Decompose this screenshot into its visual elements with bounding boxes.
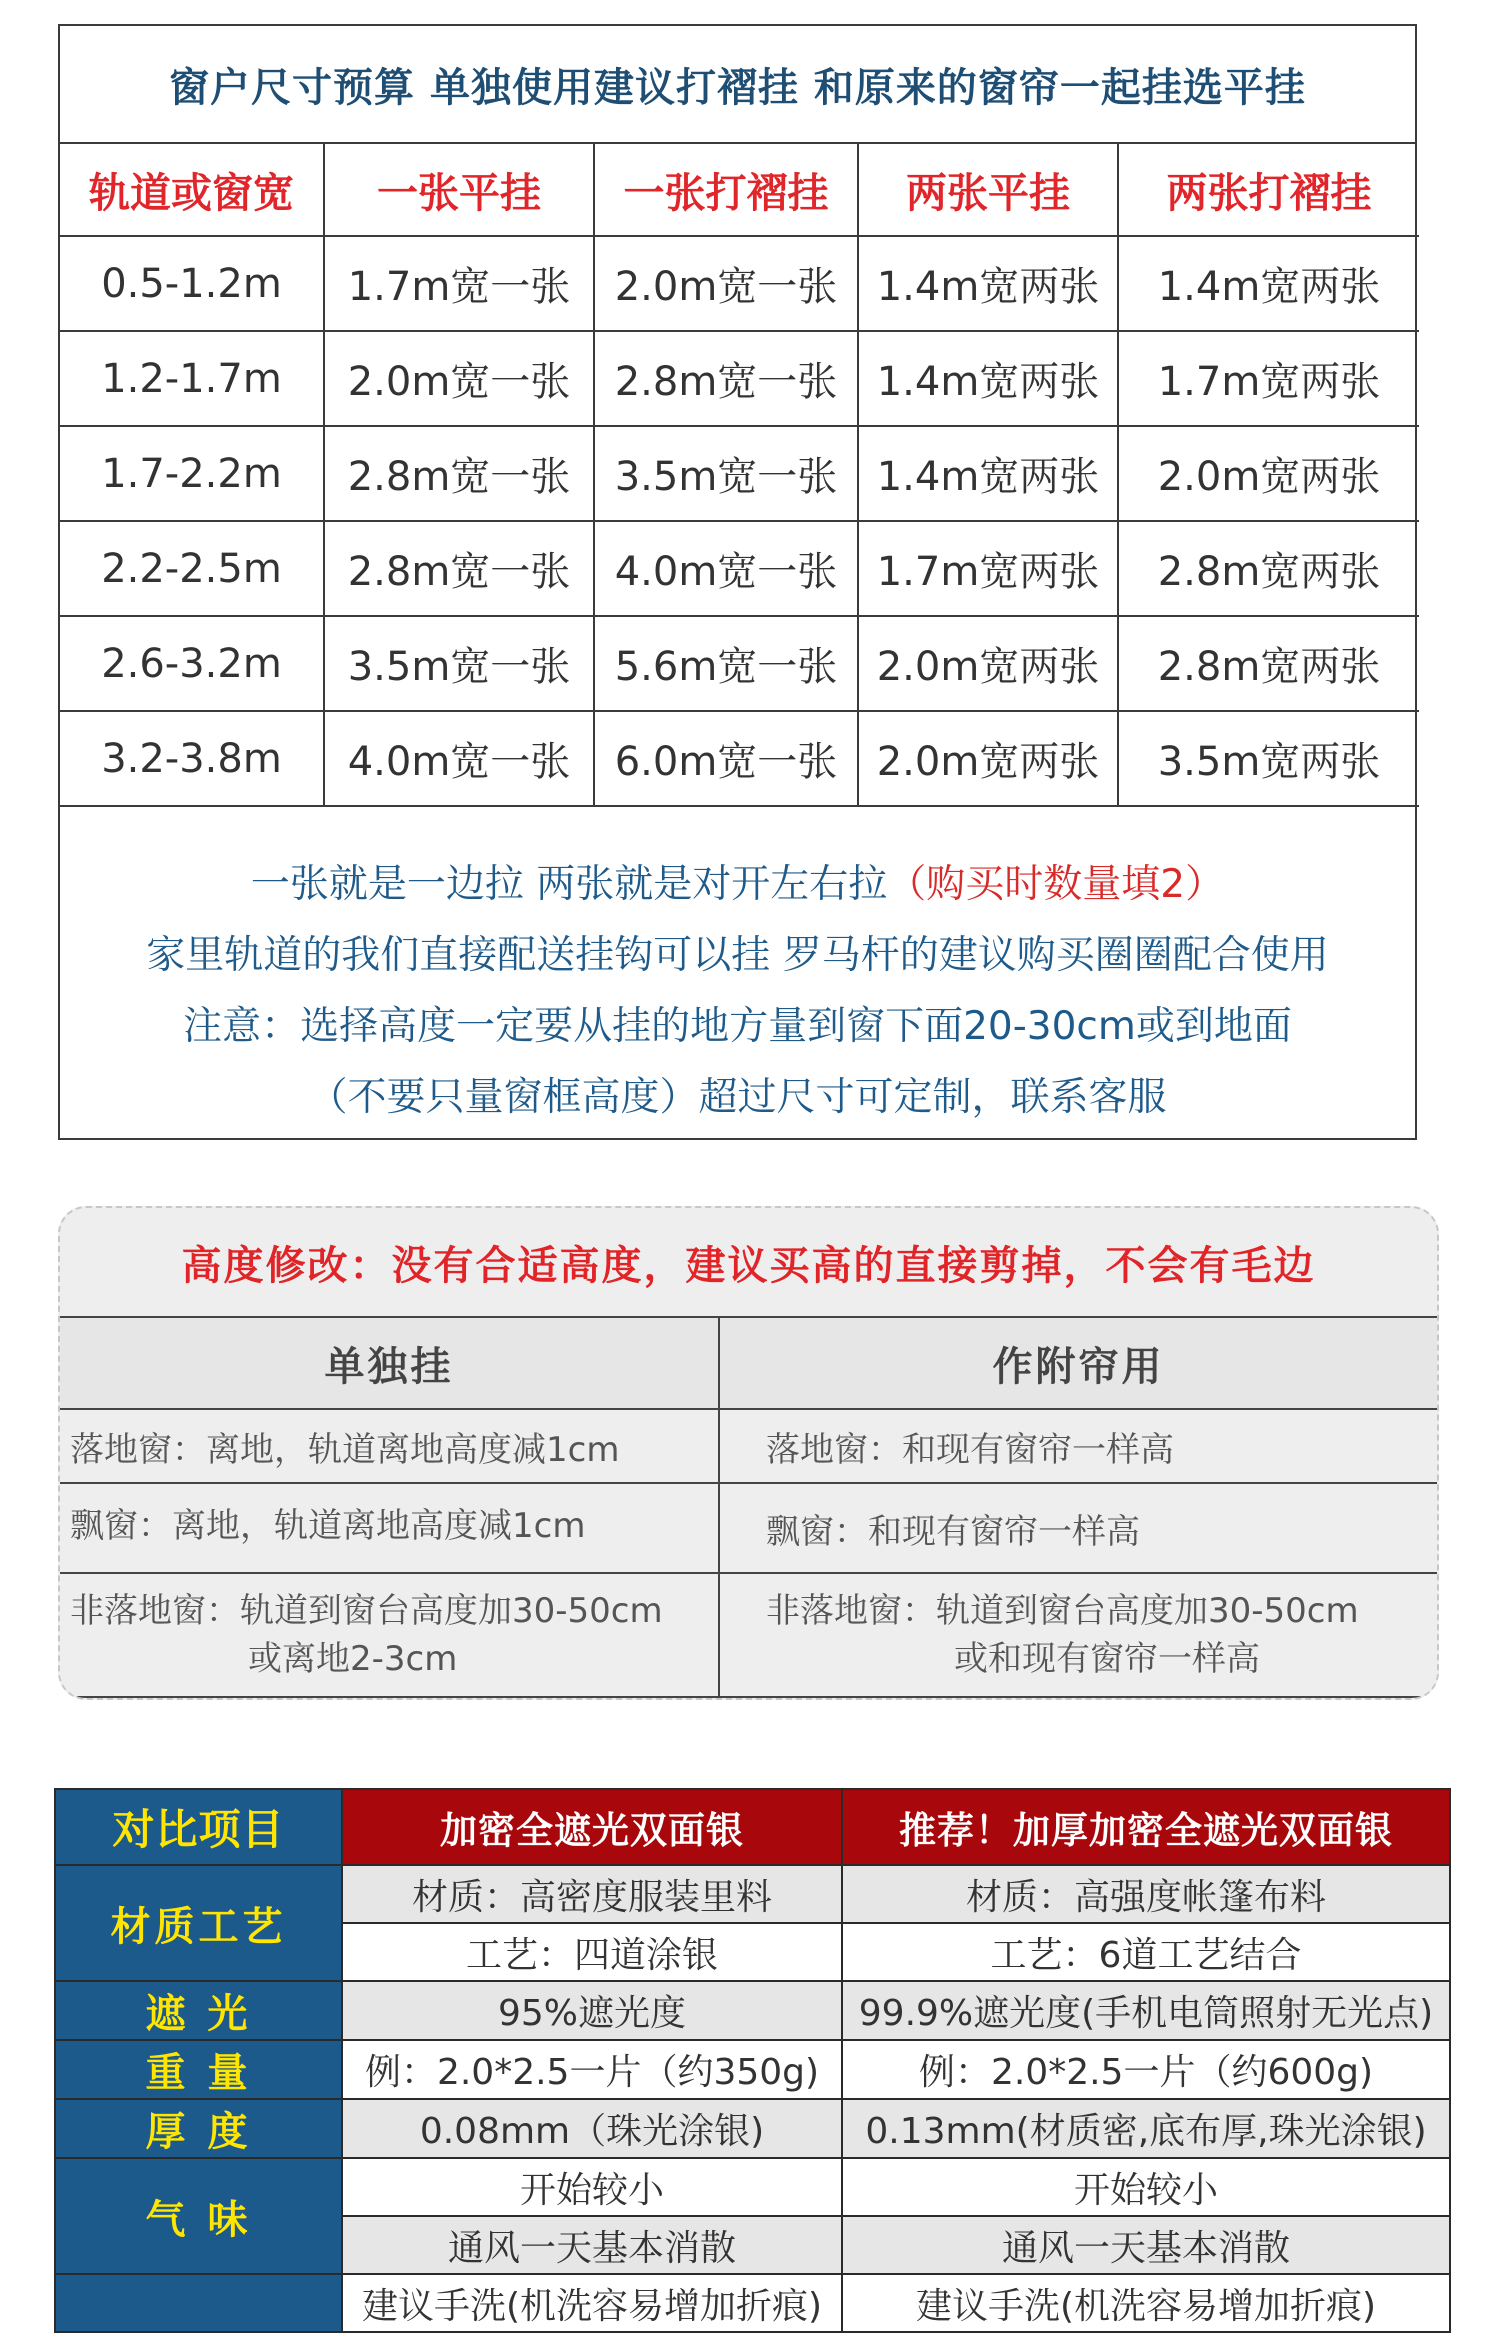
cell: 1.4m宽两张 bbox=[858, 426, 1118, 521]
row-label-wash bbox=[55, 2274, 342, 2332]
cell: 4.0m宽一张 bbox=[324, 711, 594, 806]
cell: 2.0m宽一张 bbox=[594, 236, 858, 331]
header-compare-item: 对比项目 bbox=[55, 1789, 342, 1865]
cell: 2.6-3.2m bbox=[60, 616, 324, 711]
compare-header-row bbox=[55, 1789, 1450, 1865]
table-row bbox=[60, 331, 1419, 426]
size-table bbox=[60, 144, 1419, 807]
size-table-section bbox=[58, 24, 1417, 1140]
cell: 2.8m宽两张 bbox=[1118, 521, 1419, 616]
cell: 2.8m宽一张 bbox=[594, 331, 858, 426]
cell-line: 非落地窗：轨道到窗台高度加30-50cm bbox=[70, 1591, 663, 1631]
cell: 建议手洗(机洗容易增加折痕) bbox=[342, 2274, 842, 2332]
cell: 1.7-2.2m bbox=[60, 426, 324, 521]
note-line-1-main: 一张就是一边拉 两张就是对开左右拉 bbox=[250, 862, 888, 907]
header-one-pleat: 一张打褶挂 bbox=[594, 144, 858, 236]
note-line-1 bbox=[60, 849, 1415, 920]
cell: 建议手洗(机洗容易增加折痕) bbox=[842, 2274, 1450, 2332]
cell: 1.7m宽一张 bbox=[324, 236, 594, 331]
cell: 2.8m宽两张 bbox=[1118, 616, 1419, 711]
cell: 2.8m宽一张 bbox=[324, 426, 594, 521]
cell: 开始较小 bbox=[342, 2158, 842, 2216]
cell: 1.4m宽两张 bbox=[1118, 236, 1419, 331]
cell: 飘窗：和现有窗帘一样高 bbox=[719, 1483, 1437, 1573]
table-row bbox=[60, 1409, 1437, 1483]
cell: 1.4m宽两张 bbox=[858, 236, 1118, 331]
row-label-smell: 气 味 bbox=[55, 2158, 342, 2274]
cell: 0.13mm(材质密,底布厚,珠光涂银) bbox=[842, 2099, 1450, 2158]
cell: 2.0m宽一张 bbox=[324, 331, 594, 426]
row-label-weight: 重 量 bbox=[55, 2040, 342, 2099]
cell: 1.4m宽两张 bbox=[858, 331, 1118, 426]
cell: 2.0m宽两张 bbox=[1118, 426, 1419, 521]
note-line-1-red: （购买时数量填2） bbox=[887, 862, 1225, 907]
cell: 通风一天基本消散 bbox=[842, 2216, 1450, 2274]
cell: 2.8m宽一张 bbox=[324, 521, 594, 616]
height-section-title: 高度修改：没有合适高度，建议买高的直接剪掉，不会有毛边 bbox=[181, 1242, 1316, 1289]
cell: 6.0m宽一张 bbox=[594, 711, 858, 806]
cell: 3.5m宽一张 bbox=[594, 426, 858, 521]
cell: 1.7m宽两张 bbox=[858, 521, 1118, 616]
table-row bbox=[60, 711, 1419, 806]
cell: 材质：高强度帐篷布料 bbox=[842, 1865, 1450, 1923]
table-row bbox=[55, 2040, 1450, 2099]
compare-table bbox=[54, 1788, 1451, 2333]
size-table-header-row bbox=[60, 144, 1419, 236]
header-two-flat: 两张平挂 bbox=[858, 144, 1118, 236]
table-row bbox=[55, 2274, 1450, 2332]
cell: 开始较小 bbox=[842, 2158, 1450, 2216]
cell: 飘窗：离地，轨道离地高度减1cm bbox=[60, 1483, 719, 1573]
table-row bbox=[55, 2099, 1450, 2158]
height-table bbox=[60, 1316, 1437, 1698]
note-line-4: （不要只量窗框高度）超过尺寸可定制，联系客服 bbox=[308, 1075, 1167, 1120]
table-row bbox=[60, 1573, 1437, 1697]
cell: 1.2-1.7m bbox=[60, 331, 324, 426]
header-product-a: 加密全遮光双面银 bbox=[342, 1789, 842, 1865]
cell: 99.9%遮光度(手机电筒照射无光点) bbox=[842, 1981, 1450, 2040]
table-row bbox=[55, 1865, 1450, 1923]
cell: 4.0m宽一张 bbox=[594, 521, 858, 616]
cell: 5.6m宽一张 bbox=[594, 616, 858, 711]
cell: 3.5m宽两张 bbox=[1118, 711, 1419, 806]
height-table-header-row bbox=[60, 1317, 1437, 1409]
cell: 通风一天基本消散 bbox=[342, 2216, 842, 2274]
cell: 1.7m宽两张 bbox=[1118, 331, 1419, 426]
cell-line: 或和现有窗帘一样高 bbox=[954, 1639, 1260, 1679]
header-two-pleat: 两张打褶挂 bbox=[1118, 144, 1419, 236]
cell bbox=[719, 1573, 1437, 1697]
table-row bbox=[60, 616, 1419, 711]
cell: 例：2.0*2.5一片（约600g) bbox=[842, 2040, 1450, 2099]
size-notes bbox=[60, 807, 1415, 1133]
table-row bbox=[60, 1483, 1437, 1573]
table-row bbox=[55, 2158, 1450, 2216]
table-row bbox=[60, 426, 1419, 521]
cell: 工艺：四道涂银 bbox=[342, 1923, 842, 1981]
cell: 工艺：6道工艺结合 bbox=[842, 1923, 1450, 1981]
table-row bbox=[55, 1981, 1450, 2040]
table-row bbox=[60, 236, 1419, 331]
cell: 2.2-2.5m bbox=[60, 521, 324, 616]
cell: 落地窗：离地，轨道离地高度减1cm bbox=[60, 1409, 719, 1483]
header-secondary: 作附帘用 bbox=[719, 1317, 1437, 1409]
table-row bbox=[60, 521, 1419, 616]
row-label-thickness: 厚 度 bbox=[55, 2099, 342, 2158]
cell: 材质：高密度服装里料 bbox=[342, 1865, 842, 1923]
row-label-material: 材质工艺 bbox=[55, 1865, 342, 1981]
header-one-flat: 一张平挂 bbox=[324, 144, 594, 236]
size-table-title: 窗户尺寸预算 单独使用建议打褶挂 和原来的窗帘一起挂选平挂 bbox=[60, 26, 1415, 144]
cell-line: 非落地窗：轨道到窗台高度加30-50cm bbox=[766, 1591, 1359, 1631]
height-section bbox=[58, 1206, 1439, 1700]
cell: 例：2.0*2.5一片（约350g) bbox=[342, 2040, 842, 2099]
note-line-3: 注意：选择高度一定要从挂的地方量到窗下面20-30cm或到地面 bbox=[183, 1004, 1292, 1049]
cell: 3.2-3.8m bbox=[60, 711, 324, 806]
header-standalone: 单独挂 bbox=[60, 1317, 719, 1409]
cell: 2.0m宽两张 bbox=[858, 711, 1118, 806]
note-line-2: 家里轨道的我们直接配送挂钩可以挂 罗马杆的建议购买圈圈配合使用 bbox=[146, 933, 1329, 978]
cell bbox=[60, 1573, 719, 1697]
header-track-width: 轨道或窗宽 bbox=[60, 144, 324, 236]
header-product-b: 推荐！加厚加密全遮光双面银 bbox=[842, 1789, 1450, 1865]
row-label-shading: 遮 光 bbox=[55, 1981, 342, 2040]
cell: 3.5m宽一张 bbox=[324, 616, 594, 711]
cell: 0.08mm（珠光涂银) bbox=[342, 2099, 842, 2158]
cell-line: 或离地2-3cm bbox=[248, 1639, 458, 1679]
cell: 0.5-1.2m bbox=[60, 236, 324, 331]
cell: 2.0m宽两张 bbox=[858, 616, 1118, 711]
cell: 落地窗：和现有窗帘一样高 bbox=[719, 1409, 1437, 1483]
cell: 95%遮光度 bbox=[342, 1981, 842, 2040]
